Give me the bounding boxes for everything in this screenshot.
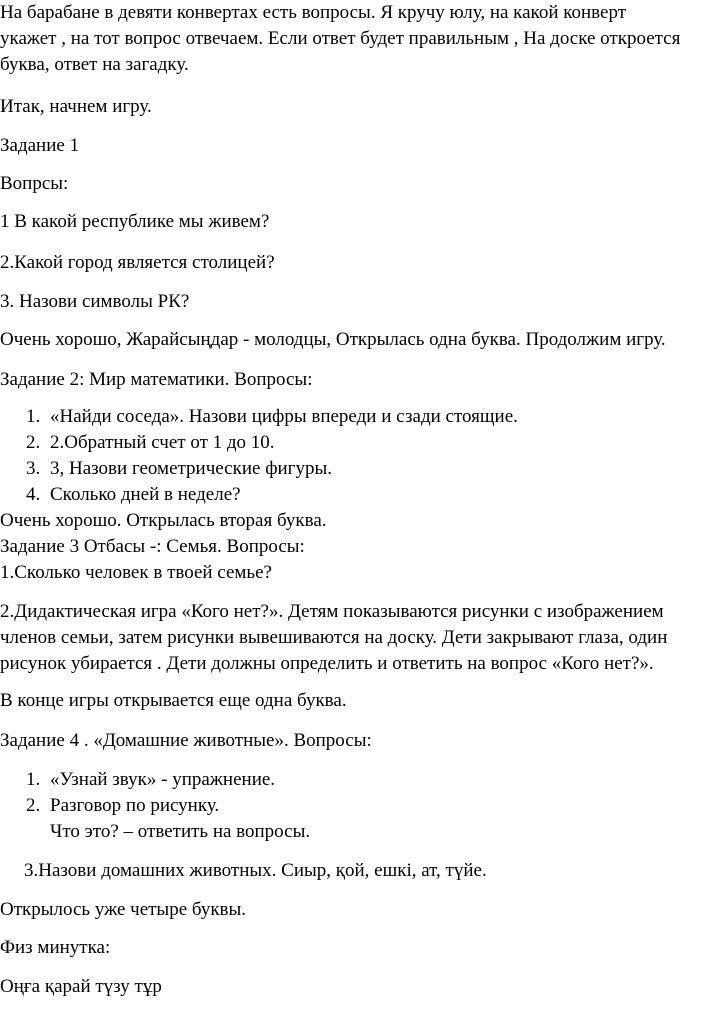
task2-item-3: 3, Назови геометрические фигуры. <box>50 458 332 479</box>
task4-opened: Открылось уже четыре буквы. <box>0 899 247 920</box>
task3-question-2-line-3: рисунок убирается . Дети должны определить и ответить на вопрос «Кого нет?». <box>0 653 654 674</box>
task2-praise: Очень хорошо. Открылась вторая буква. <box>0 510 327 531</box>
task2-title: Задание 2: Мир математики. Вопросы: <box>0 369 313 390</box>
task1-praise: Очень хорошо, Жарайсыңдар - молодцы, Открылась одна буква. Продолжим игру. <box>0 329 666 350</box>
task2-item-4-num: 4. <box>26 484 41 505</box>
task4-item-2: Разговор по рисунку. <box>50 795 220 816</box>
task4-item-1-num: 1. <box>26 769 41 790</box>
task2-item-4: Сколько дней в неделе? <box>50 484 241 505</box>
task2-item-2-num: 2. <box>26 432 41 453</box>
task4-title: Задание 4 . «Домашние животные». Вопросы: <box>0 730 372 751</box>
task3-question-2-line-1: 2.Дидактическая игра «Кого нет?». Детям показываются рисунки с изображением <box>0 601 664 622</box>
task3-question-2-line-2: членов семьи, затем рисунки вывешиваются на доску. Дети закрывают глаза, один <box>0 627 668 648</box>
task1-question-1: 1 В какой республике мы живем? <box>0 211 270 232</box>
task1-title: Задание 1 <box>0 135 80 156</box>
task4-item-1: «Узнай звук» - упражнение. <box>50 769 276 790</box>
task1-question-2: 2.Какой город является столицей? <box>0 252 275 273</box>
task2-item-3-num: 3. <box>26 458 41 479</box>
task4-item-2-sub: Что это? – ответить на вопросы. <box>50 821 311 842</box>
fiz-minutka-heading: Физ минутка: <box>0 937 111 958</box>
task4-item-2-num: 2. <box>26 795 41 816</box>
task1-questions-label: Вопрсы: <box>0 173 69 194</box>
task3-title: Задание 3 Отбасы -: Семья. Вопросы: <box>0 536 305 557</box>
intro-line-2: укажет , на тот вопрос отвечаем. Если ответ будет правильным , На доске откроется <box>0 28 681 49</box>
intro-line-1: На барабане в девяти конвертах есть вопросы. Я кручу юлу, на какой конверт <box>0 2 627 23</box>
task3-end: В конце игры открывается еще одна буква. <box>0 690 347 711</box>
last-line: Оңға қарай түзу тұр <box>0 976 162 997</box>
task2-item-1: «Найди соседа». Назови цифры впереди и сзади стоящие. <box>50 406 518 427</box>
task2-item-1-num: 1. <box>26 406 41 427</box>
task3-question-1: 1.Сколько человек в твоей семье? <box>0 562 272 583</box>
intro-line-3: буква, ответ на загадку. <box>0 54 189 75</box>
start-line: Итак, начнем игру. <box>0 96 152 117</box>
task4-item-3: 3.Назови домашних животных. Сиыр, қой, ешкі, ат, түйе. <box>24 860 487 881</box>
task2-item-2: 2.Обратный счет от 1 до 10. <box>50 432 275 453</box>
task1-question-3: 3. Назови символы РК? <box>0 291 190 312</box>
